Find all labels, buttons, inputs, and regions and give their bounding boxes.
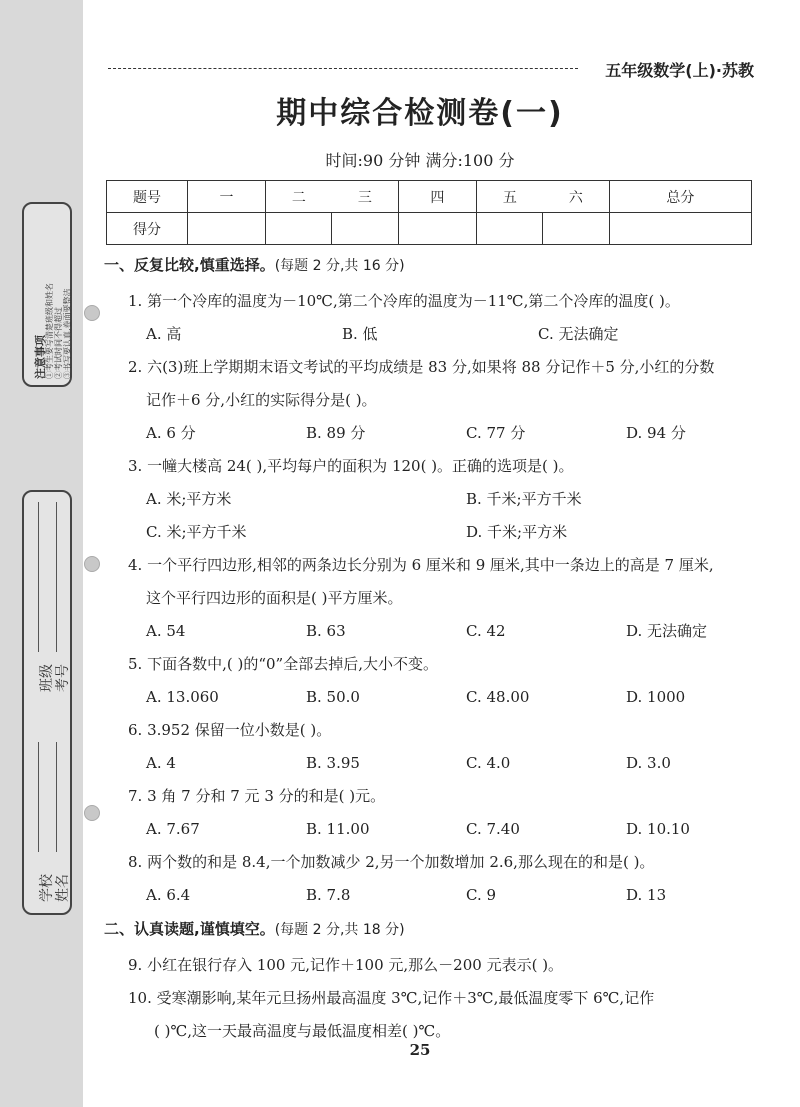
exam-info: 时间:90 分钟 满分:100 分 [325,151,515,170]
options [106,681,766,714]
options [106,879,766,912]
option: A. 13.060 [146,688,219,706]
notice-title: 注意事项 [34,335,47,379]
question-4-cont: 这个平行四边形的面积是( )平方厘米。 [146,589,403,607]
option: B. 低 [342,325,378,343]
score-table [106,180,752,245]
section-2-note: (每题 2 分,共 18 分) [274,922,405,938]
section-2-heading [104,918,766,939]
option: B. 千米;平方千米 [466,490,582,508]
option: B. 89 分 [306,424,366,442]
option: C. 无法确定 [538,325,619,343]
option: A. 米;平方米 [146,490,232,508]
option: D. 千米;平方米 [466,523,568,541]
exam-content [106,254,766,1048]
option: A. 54 [146,622,186,640]
options [106,417,766,450]
score-cell[interactable] [609,213,751,245]
score-cell[interactable] [188,213,266,245]
blank-line [56,742,57,852]
option: B. 7.8 [306,886,351,904]
score-cell[interactable] [398,213,476,245]
score-row-label: 得分 [107,213,188,245]
binding-hole [84,556,100,572]
option: B. 63 [306,622,346,640]
question-3: 3. 一幢大楼高 24( ),平均每户的面积为 120( )。正确的选项是( )。 [128,457,574,475]
options [106,483,766,516]
score-header-pair-inner [477,187,609,207]
score-header: 六 [568,189,583,206]
option: C. 77 分 [466,424,526,442]
book-series: 五年级数学(上)·苏教 [605,61,754,80]
question-2: 2. 六(3)班上学期期末语文考试的平均成绩是 83 分,如果将 88 分记作＋5 分,小红的分数 [128,358,715,376]
option: D. 3.0 [626,754,671,772]
option: D. 13 [626,886,667,904]
section-1-note: (每题 2 分,共 16 分) [274,258,405,274]
score-header: 四 [398,181,476,213]
option: A. 7.67 [146,820,200,838]
binding-hole [84,805,100,821]
option: D. 1000 [626,688,686,706]
score-cell[interactable] [265,213,331,245]
question-10: 10. 受寒潮影响,某年元旦扬州最高温度 3℃,记作＋3℃,最低温度零下 6℃,记作 [128,989,655,1007]
question-4: 4. 一个平行四边形,相邻的两条边长分别为 6 厘米和 9 厘米,其中一条边上的高是 7 厘米, [128,556,714,574]
option: C. 42 [466,622,506,640]
question-10-cont: ( )℃,这一天最高温度与最低温度相差( )℃。 [154,1022,451,1040]
score-header-row [107,181,752,213]
options [106,516,766,549]
score-cell[interactable] [332,213,398,245]
score-header: 五 [502,189,517,206]
option: C. 9 [466,886,497,904]
option: B. 11.00 [306,820,370,838]
option: D. 94 分 [626,424,686,442]
option: C. 4.0 [466,754,511,772]
score-header-pair [265,181,398,213]
field-name: 姓名 [55,874,71,902]
page-title: 期中综合检测卷(一) [276,96,564,131]
question-9: 9. 小红在银行存入 100 元,记作＋100 元,那么－200 元表示( )。 [128,956,564,974]
score-cell[interactable] [476,213,542,245]
section-2-title: 二、认真读题,谨慎填空。 [104,920,275,938]
score-cell[interactable] [543,213,609,245]
score-header-pair [476,181,609,213]
option: C. 7.40 [466,820,520,838]
option: C. 米;平方千米 [146,523,247,541]
blank-line [38,742,39,852]
option: A. 6 分 [146,424,196,442]
student-info-box [22,490,72,915]
section-1-title: 一、反复比较,慎重选择。 [104,256,275,274]
score-header: 总分 [609,181,751,213]
question-6: 6. 3.952 保留一位小数是( )。 [128,721,332,739]
option: A. 6.4 [146,886,191,904]
blank-line [56,502,57,652]
option: B. 3.95 [306,754,360,772]
binding-hole [84,305,100,321]
options [106,318,766,351]
question-1: 1. 第一个冷库的温度为－10℃,第二个冷库的温度为－11℃,第二个冷库的温度( )。 [128,292,680,310]
blank-line [38,502,39,652]
options [106,813,766,846]
question-5: 5. 下面各数中,( )的“0”全部去掉后,大小不变。 [128,655,438,673]
option: D. 10.10 [626,820,690,838]
section-1-heading [104,254,766,275]
question-8: 8. 两个数的和是 8.4,一个加数减少 2,另一个加数增加 2.6,那么现在的和是( )。 [128,853,655,871]
notice-box [22,202,72,387]
option: D. 无法确定 [626,622,708,640]
field-exam-number: 考号 [55,664,71,692]
score-header: 二 [291,189,306,206]
score-header: 一 [188,181,266,213]
option: A. 高 [146,325,182,343]
page-number: 25 [409,1041,431,1059]
score-header: 题号 [107,181,188,213]
field-school: 学校 [39,874,55,902]
options [106,747,766,780]
notice-line-3: ③书写要认真,卷面要整洁 [63,288,72,379]
notice-line-1: ①考生要写清楚班级和姓名 [45,283,54,379]
score-row [107,213,752,245]
header-dashed-line [108,68,578,69]
field-class: 班级 [39,664,55,692]
option: A. 4 [146,754,176,772]
notice-line-2: ②考试时间不得超过 [54,307,63,379]
question-7: 7. 3 角 7 分和 7 元 3 分的和是( )元。 [128,787,386,805]
option: B. 50.0 [306,688,360,706]
question-2-cont: 记作＋6 分,小红的实际得分是( )。 [146,391,377,409]
option: C. 48.00 [466,688,530,706]
score-header-pair-inner [266,187,398,207]
score-header: 三 [357,189,372,206]
options [106,615,766,648]
